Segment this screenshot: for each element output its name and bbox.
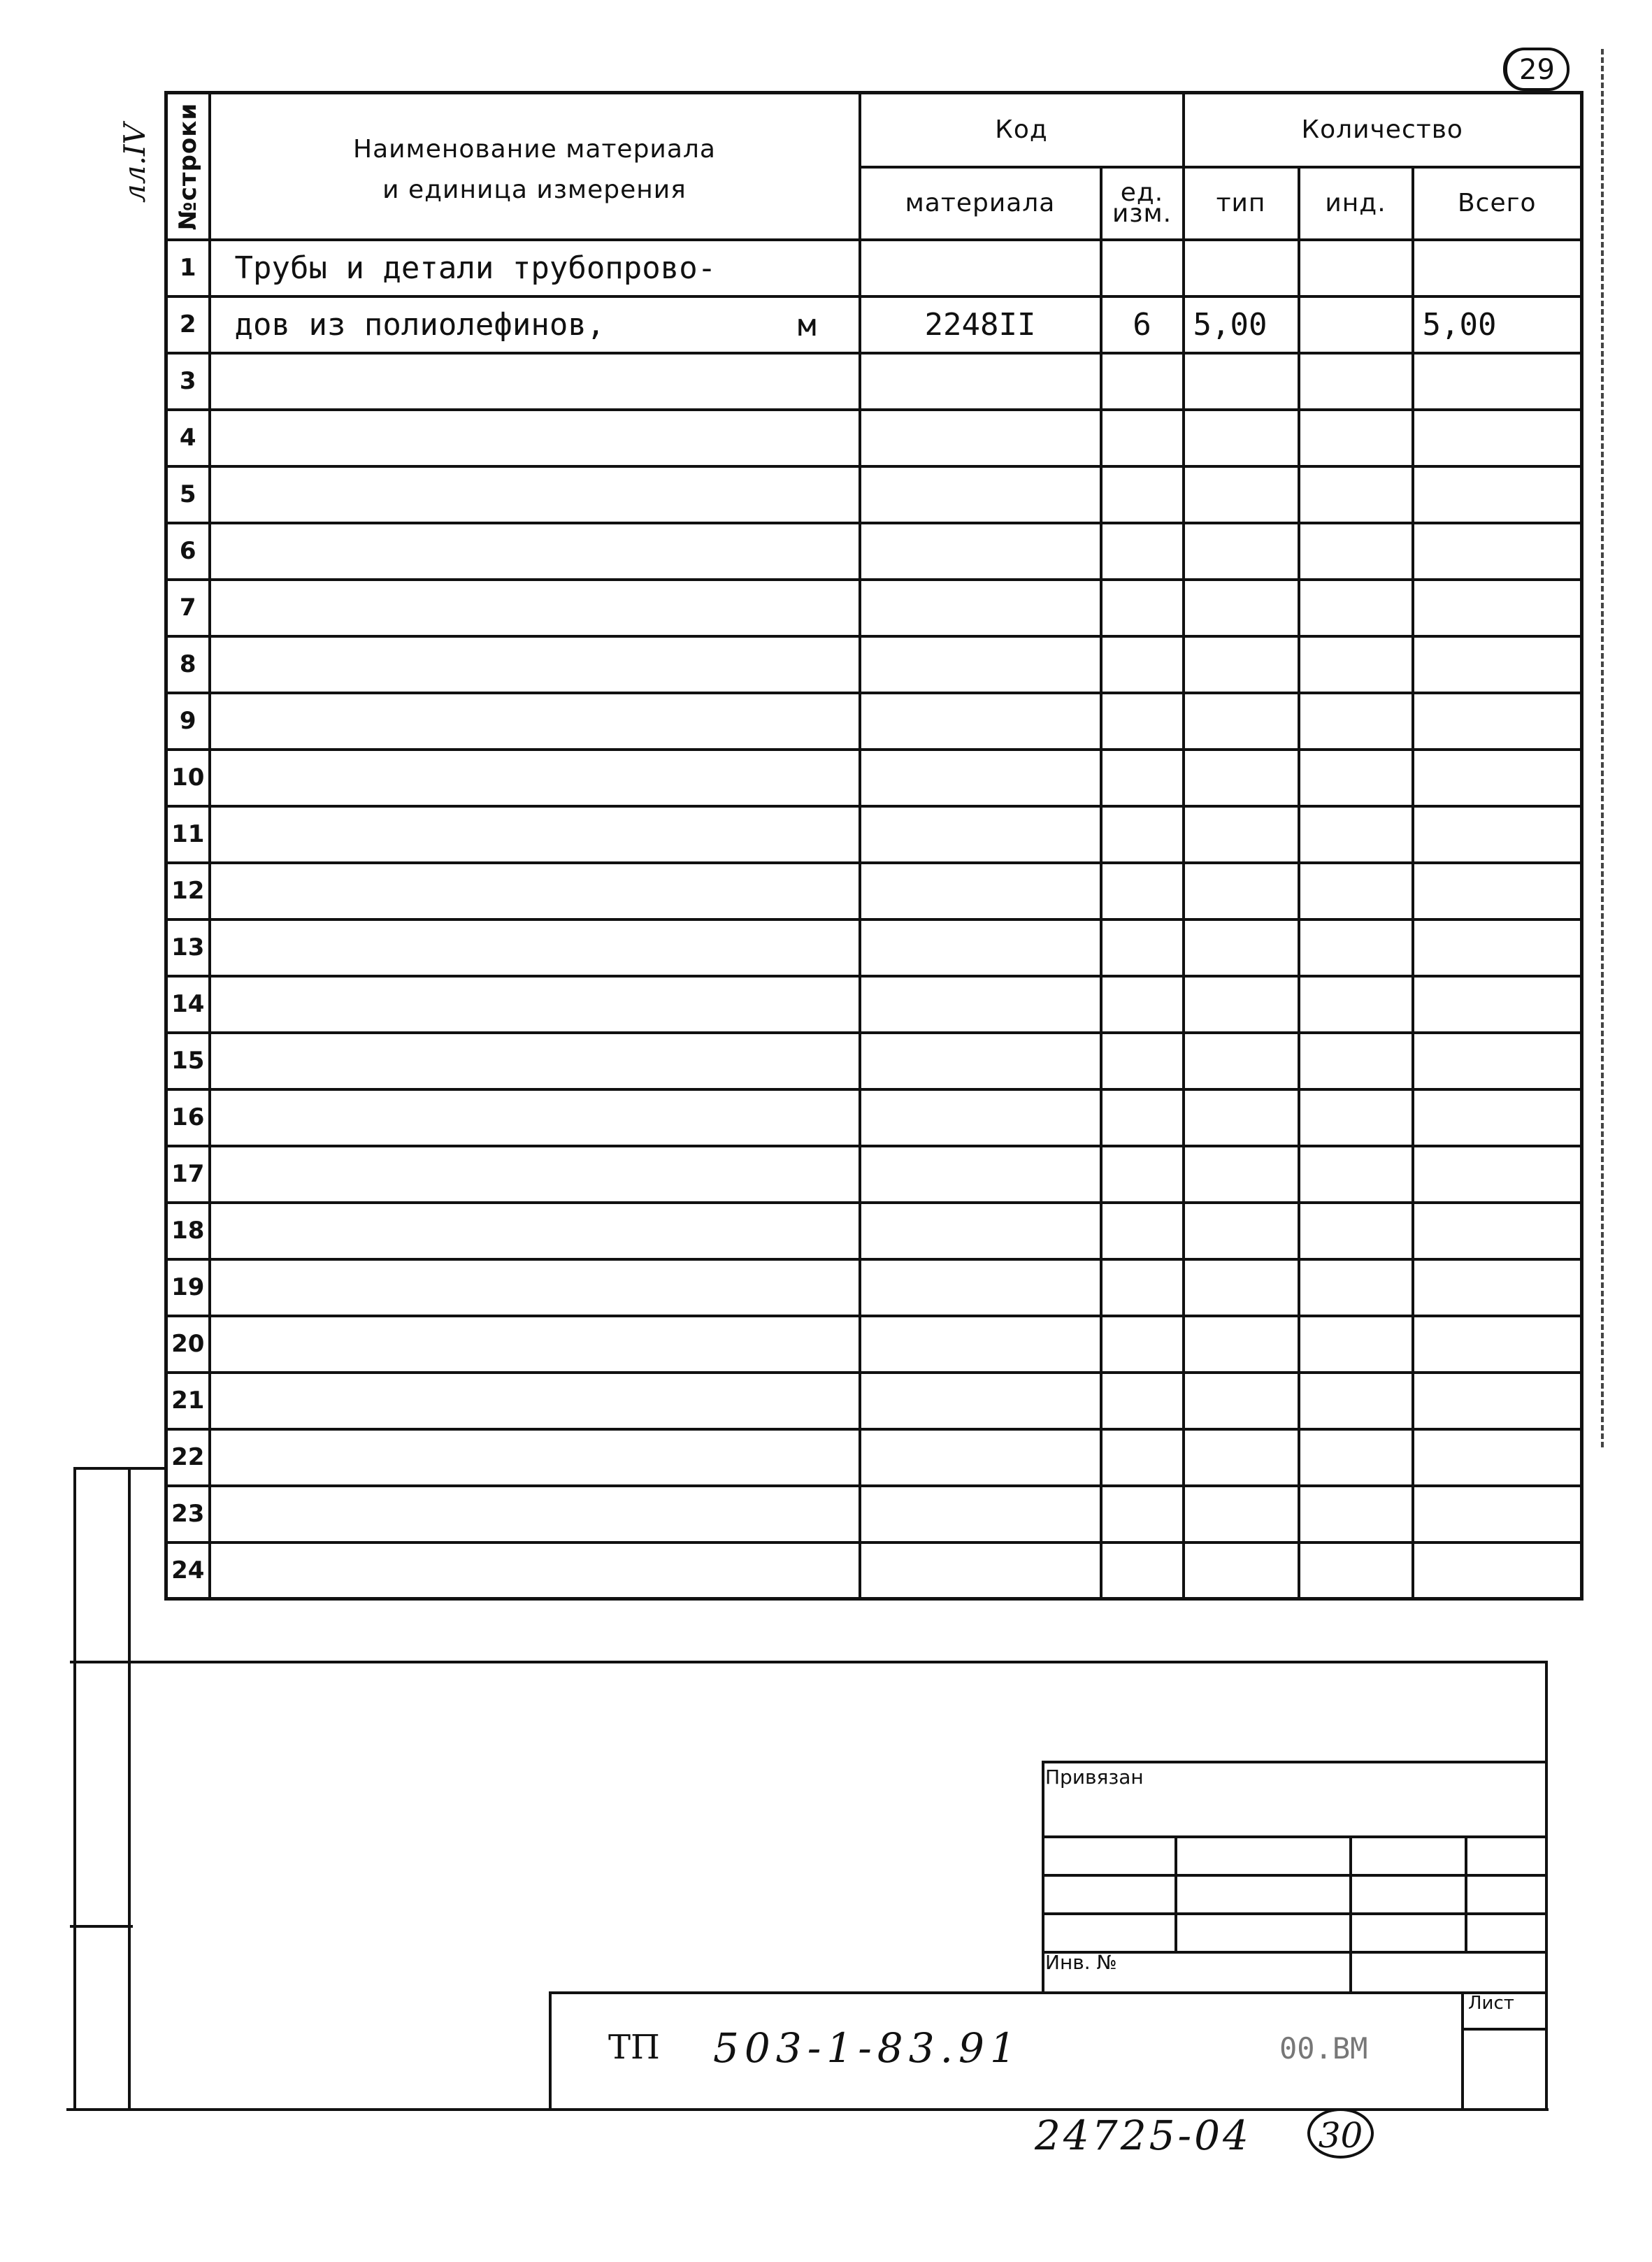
unit-code-cell [1101,1373,1184,1429]
materials-table [164,91,1583,1601]
material-code-cell [860,1259,1101,1316]
qty-ind-cell [1299,1486,1413,1542]
unit-code-cell [1101,240,1184,296]
inventory-number-label: Инв. № [1045,1951,1117,1974]
qty-type-cell [1184,1316,1299,1373]
row-number-cell [166,1033,210,1089]
material-code-cell [860,1033,1101,1089]
qty-ind-cell [1299,636,1413,693]
table-row [166,976,1582,1033]
material-code-cell [860,353,1101,410]
sheet-label: Лист [1468,1993,1514,2014]
doc-suffix: 00.ВМ [1279,2031,1368,2066]
qty-ind-cell [1299,919,1413,976]
row-number: 20 [171,1330,205,1358]
row-number-cell [166,1146,210,1203]
qty-type-cell [1184,466,1299,523]
material-name-cell [210,863,860,919]
qty-ind-cell [1299,353,1413,410]
material-code-cell [860,1203,1101,1259]
material-code-cell [860,523,1101,580]
material-code-cell [860,1542,1101,1599]
qty-type-cell [1184,863,1299,919]
material-code-cell [860,240,1101,296]
row-number-cell [166,863,210,919]
row-number-cell [166,410,210,466]
row-number-cell [166,976,210,1033]
qty-total-cell [1413,863,1582,919]
qty-ind-cell [1299,410,1413,466]
qty-ind-cell [1299,1373,1413,1429]
material-name-cell [210,466,860,523]
qty-type-cell [1184,410,1299,466]
qty-ind-cell [1299,806,1413,863]
stamp-col-2 [1349,1835,1352,1993]
row-number: 10 [171,764,205,792]
unit-code-cell [1101,1089,1184,1146]
qty-ind-cell [1299,750,1413,806]
material-name-cell [210,240,860,296]
unit-code-cell [1101,523,1184,580]
quantity-group-header: Количество [1184,93,1582,167]
table-row [166,410,1582,466]
bottom-archive-code: 24725-04 [1035,2112,1251,2159]
table-body [166,240,1582,1599]
qty-type-cell [1184,1486,1299,1542]
qty-total-cell [1413,806,1582,863]
unit-code-cell [1101,976,1184,1033]
row-number: 6 [179,537,196,565]
qty-ind-cell [1299,240,1413,296]
stamp-left-line [1042,1761,1044,1993]
qty-total-cell [1413,976,1582,1033]
material-code-cell [860,1316,1101,1373]
row-number: 21 [171,1387,205,1415]
qty-type-cell [1184,1146,1299,1203]
stamp-top-line [1042,1761,1545,1763]
unit-code-cell [1101,750,1184,806]
qty-ind-cell [1299,1429,1413,1486]
material-code-cell [860,466,1101,523]
qty-ind-cell [1299,523,1413,580]
qty-ind-cell [1299,1203,1413,1259]
unit-code-cell [1101,1316,1184,1373]
qty-total-header: Всего [1413,167,1582,240]
name-header [210,93,860,240]
row-number: 7 [179,594,196,622]
row-number: 12 [171,877,205,905]
doc-code-left-line [549,1991,552,2110]
qty-type-cell [1184,1259,1299,1316]
material-name-cell [210,1203,860,1259]
qty-total-cell [1413,1146,1582,1203]
row-number: 2 [179,310,196,338]
stamp-line-3 [1042,1912,1545,1915]
table-row [166,1316,1582,1373]
unit-code-cell [1101,693,1184,750]
qty-type-cell [1184,1203,1299,1259]
stamp-col-1 [1175,1835,1177,1951]
code-group-header: Код [860,93,1184,167]
table-row [166,636,1582,693]
material-code-cell [860,863,1101,919]
qty-type-cell [1184,1089,1299,1146]
material-code-cell [860,976,1101,1033]
row-number-cell [166,1429,210,1486]
doc-number: 503-1-83.91 [713,2024,1021,2072]
row-number: 3 [179,367,196,395]
name-header-line1: Наименование материала [353,134,716,164]
qty-type-header: тип [1184,167,1299,240]
qty-type-cell [1184,806,1299,863]
qty-total-cell [1413,410,1582,466]
row-number: 5 [179,480,196,508]
material-name-cell [210,976,860,1033]
table-row [166,806,1582,863]
row-number-cell [166,580,210,636]
material-code-cell [860,919,1101,976]
row-number: 18 [171,1217,205,1245]
material-code-cell [860,1089,1101,1146]
material-name-cell [210,693,860,750]
unit-code-cell [1101,1486,1184,1542]
qty-total-cell [1413,1429,1582,1486]
table-row [166,1486,1582,1542]
row-number: 14 [171,990,205,1018]
row-number: 4 [179,424,196,452]
table-row [166,296,1582,353]
table-row [166,523,1582,580]
qty-type-cell [1184,353,1299,410]
qty-total-cell [1413,1203,1582,1259]
unit-code-cell [1101,919,1184,976]
row-number-cell [166,919,210,976]
row-number: 17 [171,1160,205,1188]
material-name-cell [210,1259,860,1316]
qty-ind-cell [1299,863,1413,919]
margin-note: лл.IV [117,123,152,203]
material-code-cell [860,636,1101,693]
bottom-circled-number: 30 [1307,2108,1374,2159]
qty-type-cell [1184,1373,1299,1429]
unit-code-cell [1101,1542,1184,1599]
code-unit-header-line2: изм. [1112,199,1172,228]
qty-ind-cell [1299,1146,1413,1203]
sheet-divider-line [1461,2028,1545,2031]
qty-total-cell [1413,1316,1582,1373]
row-number-cell [166,1542,210,1599]
qty-ind-cell [1299,693,1413,750]
qty-total-cell [1413,919,1582,976]
table-row [166,693,1582,750]
qty-ind-cell [1299,1089,1413,1146]
qty-total-cell [1413,580,1582,636]
row-number: 9 [179,707,196,735]
unit-code-cell [1101,580,1184,636]
qty-ind-cell [1299,1033,1413,1089]
right-edge-line [1601,49,1607,1447]
qty-ind-cell [1299,1542,1413,1599]
qty-ind-cell [1299,296,1413,353]
qty-type-cell [1184,523,1299,580]
table-row [166,1373,1582,1429]
unit-code-cell [1101,636,1184,693]
material-name-cell [210,353,860,410]
qty-total-cell [1413,750,1582,806]
qty-type-cell [1184,580,1299,636]
table-bottom-extension [70,1661,1545,1663]
code-unit-header [1101,167,1184,240]
table-row [166,580,1582,636]
material-name-cell [210,1033,860,1089]
qty-type-cell [1184,240,1299,296]
material-name-cell [210,750,860,806]
binding-line-left [73,1467,76,2110]
code-material-header: материала [860,167,1101,240]
material-name-cell [210,523,860,580]
stamp-line-2 [1042,1874,1545,1877]
qty-total-cell [1413,1542,1582,1599]
binding-line-top [73,1467,164,1470]
row-number-cell [166,636,210,693]
material-unit: м [798,307,817,343]
qty-type-cell [1184,1542,1299,1599]
unit-code-cell [1101,466,1184,523]
sheet-col-line [1461,1991,1464,2110]
table-row [166,1089,1582,1146]
row-number: 8 [179,650,196,678]
row-number-cell [166,1373,210,1429]
row-number-cell [166,1203,210,1259]
row-number-cell [166,353,210,410]
material-name-cell [210,1373,860,1429]
table-row [166,240,1582,296]
doc-code-top-line [549,1991,1545,1994]
table-row [166,1203,1582,1259]
qty-total: 5,00 [1422,306,1497,343]
qty-total-cell [1413,240,1582,296]
material-code-cell [860,410,1101,466]
table-row [166,1542,1582,1599]
frame-right-line [1545,1661,1548,2108]
qty-total-cell [1413,466,1582,523]
unit-code-cell [1101,806,1184,863]
qty-ind-cell [1299,976,1413,1033]
row-number: 24 [171,1556,205,1584]
qty-ind-header: инд. [1299,167,1413,240]
material-name-cell [210,296,860,353]
stamp-line-1 [1042,1835,1545,1838]
unit-code-cell [1101,410,1184,466]
row-number-cell [166,693,210,750]
material-name: Трубы и детали трубопрово- [234,250,717,286]
qty-type-cell [1184,976,1299,1033]
material-name-cell [210,1486,860,1542]
table-row [166,1033,1582,1089]
unit-code-cell [1101,863,1184,919]
row-number: 13 [171,933,205,961]
qty-type-cell [1184,919,1299,976]
binding-line-mid [70,1925,133,1928]
material-name-cell [210,410,860,466]
material-name-cell [210,919,860,976]
qty-ind-cell [1299,1259,1413,1316]
row-number: 23 [171,1500,205,1528]
row-number: 1 [179,254,196,282]
unit-code-cell [1101,296,1184,353]
qty-total-cell [1413,1486,1582,1542]
row-number-cell [166,1486,210,1542]
table-row [166,750,1582,806]
code-unit-header-line1: ед. [1120,178,1164,207]
qty-ind-cell [1299,580,1413,636]
material-name-cell [210,1542,860,1599]
page-number: 29 [1503,48,1570,91]
unit-code-cell [1101,1429,1184,1486]
table-row [166,466,1582,523]
row-number-cell [166,466,210,523]
material-code: 2248II [924,306,1036,343]
qty-total-cell [1413,1373,1582,1429]
unit-code-cell [1101,1259,1184,1316]
qty-total-cell [1413,693,1582,750]
table-row [166,1259,1582,1316]
material-name-cell [210,1429,860,1486]
qty-type-cell [1184,693,1299,750]
row-number-cell [166,1259,210,1316]
material-code-cell [860,296,1101,353]
row-number: 22 [171,1443,205,1471]
qty-type-cell [1184,750,1299,806]
table-row [166,1429,1582,1486]
qty-total-cell [1413,1259,1582,1316]
qty-type: 5,00 [1193,306,1267,343]
row-number: 16 [171,1103,205,1131]
material-name-cell [210,580,860,636]
table-row [166,1146,1582,1203]
row-number-cell [166,240,210,296]
qty-type-cell [1184,296,1299,353]
row-number: 19 [171,1273,205,1301]
material-name: дов из полиолефинов, [234,306,605,343]
unit-code-cell [1101,1033,1184,1089]
row-number-cell [166,1316,210,1373]
material-name-cell [210,1089,860,1146]
material-code-cell [860,1486,1101,1542]
material-name-cell [210,1146,860,1203]
unit-code-cell [1101,353,1184,410]
qty-total-cell [1413,523,1582,580]
row-number: 15 [171,1047,205,1075]
qty-ind-cell [1299,466,1413,523]
qty-total-cell [1413,1089,1582,1146]
row-number-cell [166,296,210,353]
unit-code-cell [1101,1146,1184,1203]
material-name-cell [210,806,860,863]
stamp-line-4 [1042,1951,1545,1954]
qty-total-cell [1413,353,1582,410]
row-number-cell [166,523,210,580]
material-code-cell [860,1373,1101,1429]
material-code-cell [860,750,1101,806]
row-number: 11 [171,820,205,848]
unit-code-cell [1101,1203,1184,1259]
material-name-cell [210,636,860,693]
material-code-cell [860,1429,1101,1486]
doc-prefix: ТП [608,2028,660,2067]
material-code-cell [860,580,1101,636]
qty-total-cell [1413,1033,1582,1089]
name-header-line2: и единица измерения [382,175,687,204]
table-row [166,919,1582,976]
material-code-cell [860,1146,1101,1203]
material-code-cell [860,693,1101,750]
row-number-cell [166,750,210,806]
qty-type-cell [1184,1033,1299,1089]
row-number-cell [166,806,210,863]
material-name-cell [210,1316,860,1373]
row-number-cell [166,1089,210,1146]
binding-line-inner [128,1467,131,2110]
table-row [166,863,1582,919]
row-number-header [166,93,210,240]
row-number-header-label: №строки [173,102,202,230]
table-row [166,353,1582,410]
bound-label: Привязан [1045,1766,1144,1789]
qty-total-cell [1413,296,1582,353]
material-code-cell [860,806,1101,863]
qty-type-cell [1184,1429,1299,1486]
qty-type-cell [1184,636,1299,693]
stamp-col-3 [1465,1835,1467,1951]
unit-code: 6 [1133,306,1151,343]
qty-total-cell [1413,636,1582,693]
qty-ind-cell [1299,1316,1413,1373]
